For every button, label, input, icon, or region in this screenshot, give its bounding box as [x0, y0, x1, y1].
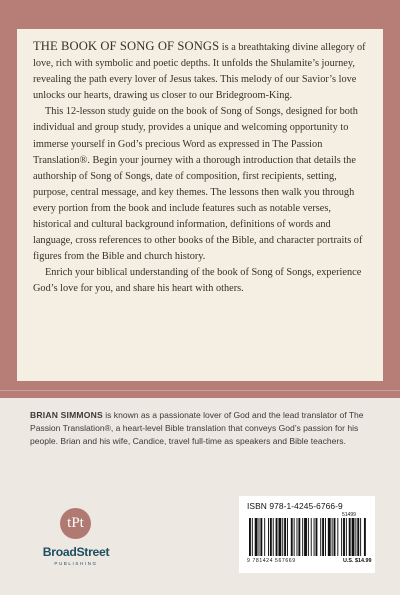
description-paragraph-1 [33, 38, 370, 104]
description-panel [17, 29, 383, 381]
publisher-name: BroadStreet [42, 545, 110, 559]
lead-text: is a breathtaking divine allegory of love, rich with symbolic and poetic depths. It unfolds the Shulamite’s journey, revealing the path every lover of Jesus takes. This melody of our Savior’s love unlocks our hearts, drawing us closer to our Bridegroom-King. [33, 42, 366, 102]
author-bio-text: is known as a passionate lover of God and the lead translator of The Passion Translation®, a heart-level Bible translation that conveys God’s passion for his people. Brian and his wife, Candice, travel full-time as speakers and Bible teachers. [30, 410, 364, 447]
author-bio [30, 409, 382, 449]
barcode-block [239, 496, 375, 573]
barcode-digits: 9 781424 567669 [247, 558, 296, 564]
publisher-tagline: PUBLISHING [54, 561, 98, 566]
tpt-monogram-icon: tPt [60, 508, 91, 539]
publisher-logo [40, 508, 112, 584]
author-name: BRIAN SIMMONS [30, 410, 103, 420]
description-paragraph-3: Enrich your biblical understanding of the book of Song of Songs, experience God’s love for you, and share his heart with others. [33, 267, 362, 295]
description-paragraph-2: This 12-lesson study guide on the book of Song of Songs, designed for both individual and group study, provides a unique and welcoming opportunity to immerse yourself in God’s precious Word as expressed in The Passion Translation®. Begin your journey with a thorough introduction that details the authorship of Song of Songs, date of composition, first recipients, setting, purpose, central message, and key themes. The lessons then walk you through every portion from the book and include features such as notable verses, historical and cultural background information, definitions of words and language, cross references to other books of the Bible, and character portraits of figures from the Bible and church history. [33, 106, 363, 263]
book-title-lead: THE BOOK OF SONG OF SONGS [33, 39, 220, 53]
isbn-label: ISBN 978-1-4245-6766-9 [247, 501, 343, 511]
price-code: 51499 [342, 512, 356, 518]
price-label: U.S. $14.99 [343, 558, 372, 564]
barcode-icon [247, 518, 367, 556]
divider-line [0, 390, 400, 391]
